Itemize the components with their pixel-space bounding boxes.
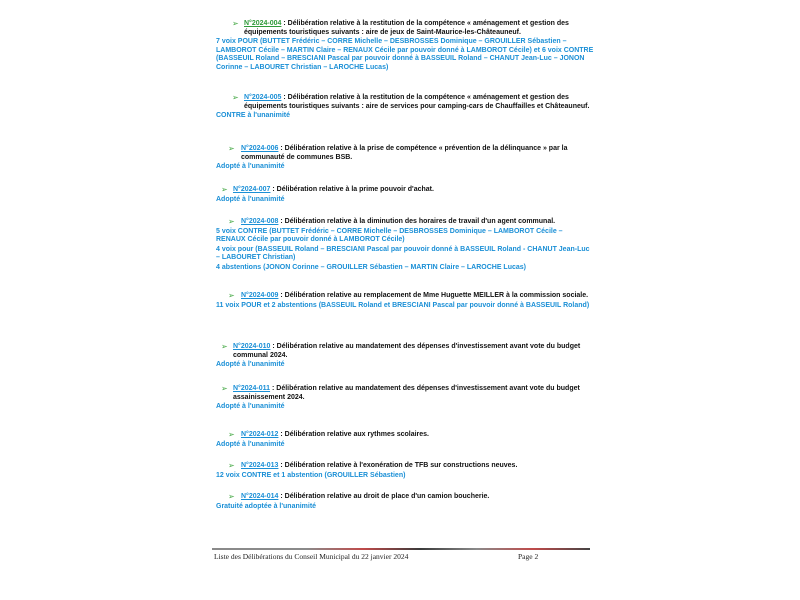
deliberation-entry — [216, 462, 594, 480]
arrow-bullet-icon: ➢ — [228, 430, 235, 439]
arrow-bullet-icon: ➢ — [221, 185, 228, 194]
arrow-bullet-icon: ➢ — [228, 461, 235, 470]
deliberation-header — [216, 462, 594, 471]
deliberation-number[interactable]: N°2024-009 — [241, 292, 279, 299]
deliberation-title: : Délibération relative à la restitution de la compétence « aménagement et gestion des équipements touristiques suivants : aire de jeux de Saint-Maurice-les-Châteauneuf. — [244, 20, 569, 36]
deliberation-title: : Délibération relative au droit de place d'un camion boucherie. — [278, 493, 490, 500]
deliberation-header — [216, 493, 594, 502]
vote-result: 11 voix POUR et 2 abstentions (BASSEUIL Roland et BRESCIANI Pascal par pouvoir donné à BASSEUIL Roland) — [216, 301, 590, 309]
vote-result: Adopté à l'unanimité — [216, 163, 285, 171]
deliberation-title: : Délibération relative à la prime pouvoir d'achat. — [270, 186, 434, 193]
vote-result: CONTRE à l'unanimité — [216, 112, 291, 120]
vote-result: 7 voix POUR (BUTTET Frédéric – CORRE Michelle – DESBROSSES Dominique – GROUILLER Sébastien – LAMBOROT Cécile – MARTIN Claire – RENAUX Cécile par pouvoir donné à LAMBOROT Cécile) et 6 voix CONTRE (BASSEUIL Roland – BRESCIANI Pascal par pouvoir donné à BASSEUIL Roland – CHANUT Jean-Luc – JONON Corinne – LABOURET Christian – LAROCHE Lucas) — [216, 38, 594, 71]
deliberation-number[interactable]: N°2024-007 — [233, 186, 271, 193]
deliberation-number[interactable]: N°2024-013 — [241, 462, 279, 469]
deliberation-header — [216, 218, 594, 227]
vote-result: Adopté à l'unanimité — [216, 403, 285, 411]
vote-result: 12 voix CONTRE et 1 abstention (GROUILLER Sébastien) — [216, 471, 406, 479]
arrow-bullet-icon: ➢ — [228, 291, 235, 300]
deliberation-header — [216, 385, 594, 402]
vote-result: Adopté à l'unanimité — [216, 361, 285, 369]
deliberation-entry — [216, 292, 594, 310]
deliberation-number[interactable]: N°2024-006 — [241, 145, 279, 152]
deliberation-number[interactable]: N°2024-014 — [241, 493, 279, 500]
arrow-bullet-icon: ➢ — [228, 492, 235, 501]
deliberation-number[interactable]: N°2024-012 — [241, 431, 279, 438]
deliberation-entry — [216, 20, 594, 73]
vote-result: 4 abstentions (JONON Corinne – GROUILLER Sébastien – MARTIN Claire – LAROCHE Lucas) — [216, 263, 526, 271]
vote-result: Adopté à l'unanimité — [216, 440, 285, 448]
deliberation-entry — [216, 385, 594, 412]
deliberation-number[interactable]: N°2024-005 — [244, 94, 282, 101]
vote-result: 5 voix CONTRE (BUTTET Frédéric – CORRE Michelle – DESBROSSES Dominique – LAMBOROT Cécile – RENAUX Cécile par pouvoir donné à LAMBOROT Cécile) — [216, 227, 563, 244]
deliberation-title: : Délibération relative au mandatement des dépenses d'investissement avant vote du budget communal 2024. — [233, 343, 581, 359]
vote-result: 4 voix pour (BASSEUIL Roland – BRESCIANI Pascal par pouvoir donné à BASSEUIL Roland - CHANUT Jean-Luc – LABOURET Christian) — [216, 245, 590, 262]
deliberation-number[interactable]: N°2024-010 — [233, 343, 271, 350]
deliberation-entry — [216, 145, 594, 172]
deliberation-entry — [216, 94, 594, 121]
vote-result: Adopté à l'unanimité — [216, 195, 285, 203]
deliberation-header — [216, 94, 594, 111]
arrow-bullet-icon: ➢ — [232, 19, 239, 28]
deliberation-title: : Délibération relative au mandatement des dépenses d'investissement avant vote du budget assainissement 2024. — [233, 385, 580, 401]
deliberation-entry — [216, 493, 594, 511]
deliberation-header — [216, 343, 594, 360]
deliberation-header — [216, 292, 594, 301]
deliberation-number[interactable]: N°2024-011 — [233, 385, 271, 392]
deliberation-title: : Délibération relative à la prise de compétence « prévention de la délinquance » par la communauté de communes BSB. — [241, 145, 568, 161]
page-number: Page 2 — [518, 552, 539, 561]
deliberation-entry — [216, 218, 594, 273]
deliberation-number[interactable]: N°2024-008 — [241, 218, 279, 225]
deliberation-header — [216, 145, 594, 162]
deliberation-entry — [216, 186, 594, 204]
arrow-bullet-icon: ➢ — [221, 384, 228, 393]
vote-result: Gratuité adoptée à l'unanimité — [216, 502, 317, 510]
deliberation-title: : Délibération relative à l'exonération de TFB sur constructions neuves. — [278, 462, 518, 469]
arrow-bullet-icon: ➢ — [221, 342, 228, 351]
deliberation-title: : Délibération relative à la diminution des horaires de travail d'un agent communal. — [278, 218, 556, 225]
footer-title: Liste des Délibérations du Conseil Municipal du 22 janvier 2024 — [214, 552, 409, 561]
arrow-bullet-icon: ➢ — [228, 144, 235, 153]
footer-divider — [212, 548, 590, 550]
deliberation-title: : Délibération relative aux rythmes scolaires. — [278, 431, 430, 438]
deliberation-title: : Délibération relative à la restitution de la compétence « aménagement et gestion des équipements touristiques suivants : aire de services pour camping-cars de Chauffailles et Châteauneuf. — [244, 94, 590, 110]
deliberation-header — [216, 431, 594, 440]
deliberation-entry — [216, 431, 594, 449]
deliberation-entry — [216, 343, 594, 370]
deliberation-header — [216, 186, 594, 195]
deliberation-header — [216, 20, 594, 37]
deliberation-title: : Délibération relative au remplacement de Mme Huguette MEILLER à la commission sociale. — [278, 292, 589, 299]
arrow-bullet-icon: ➢ — [228, 217, 235, 226]
deliberation-number[interactable]: N°2024-004 — [244, 20, 282, 27]
arrow-bullet-icon: ➢ — [232, 93, 239, 102]
